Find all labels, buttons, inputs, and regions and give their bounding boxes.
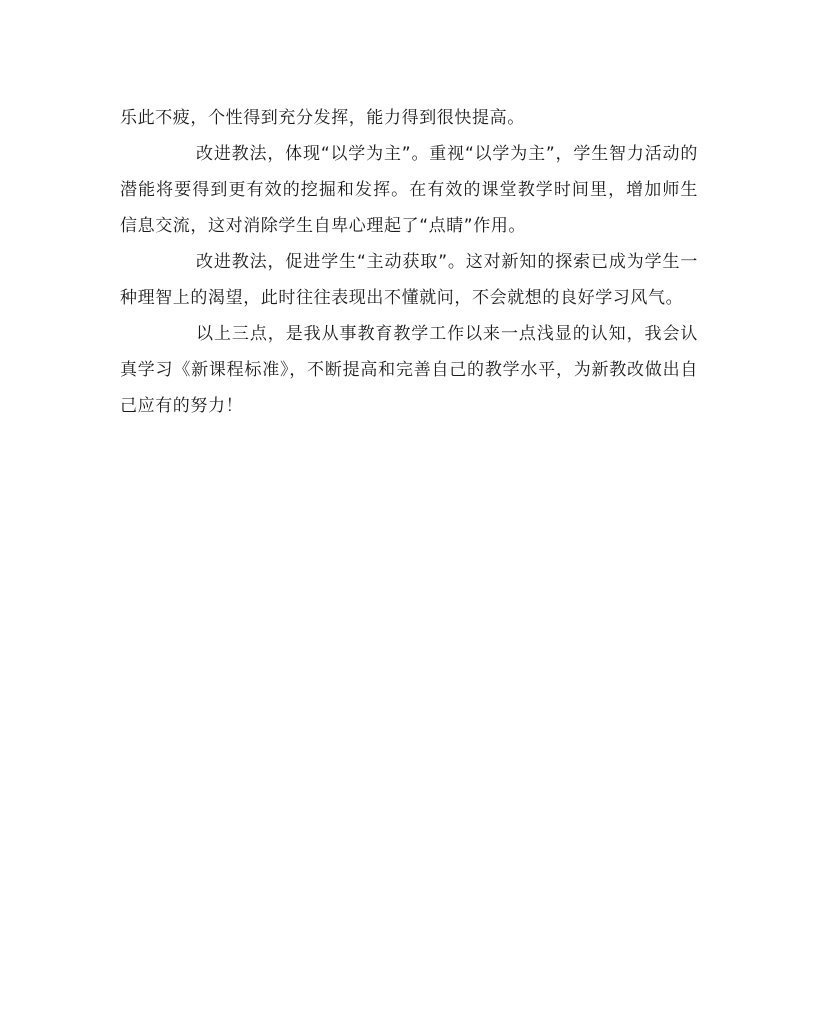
paragraph-learning-focus: 改进教法，体现“以学为主”。重视“以学为主”，学生智力活动的潜能将要得到更有效的挖掘和发挥。在有效的课堂教学时间里，增加师生信息交流，这对消除学生自卑心理起了“点睛”作用。 [120,144,698,236]
paragraph-conclusion: 以上三点，是我从事教育教学工作以来一点浅显的认知，我会认真学习《新课程标准》，不断提高和完善自己的教学水平，为新教改做出自己应有的努力！ [120,324,698,416]
paragraph-active-acquisition: 改进教法，促进学生“主动获取”。这对新知的探索已成为学生一种理智上的渴望，此时往往表现出不懂就问，不会就想的良好学习风气。 [120,252,698,308]
paragraph-continuation: 乐此不疲，个性得到充分发挥，能力得到很快提高。 [120,108,525,128]
document-body [120,100,698,424]
